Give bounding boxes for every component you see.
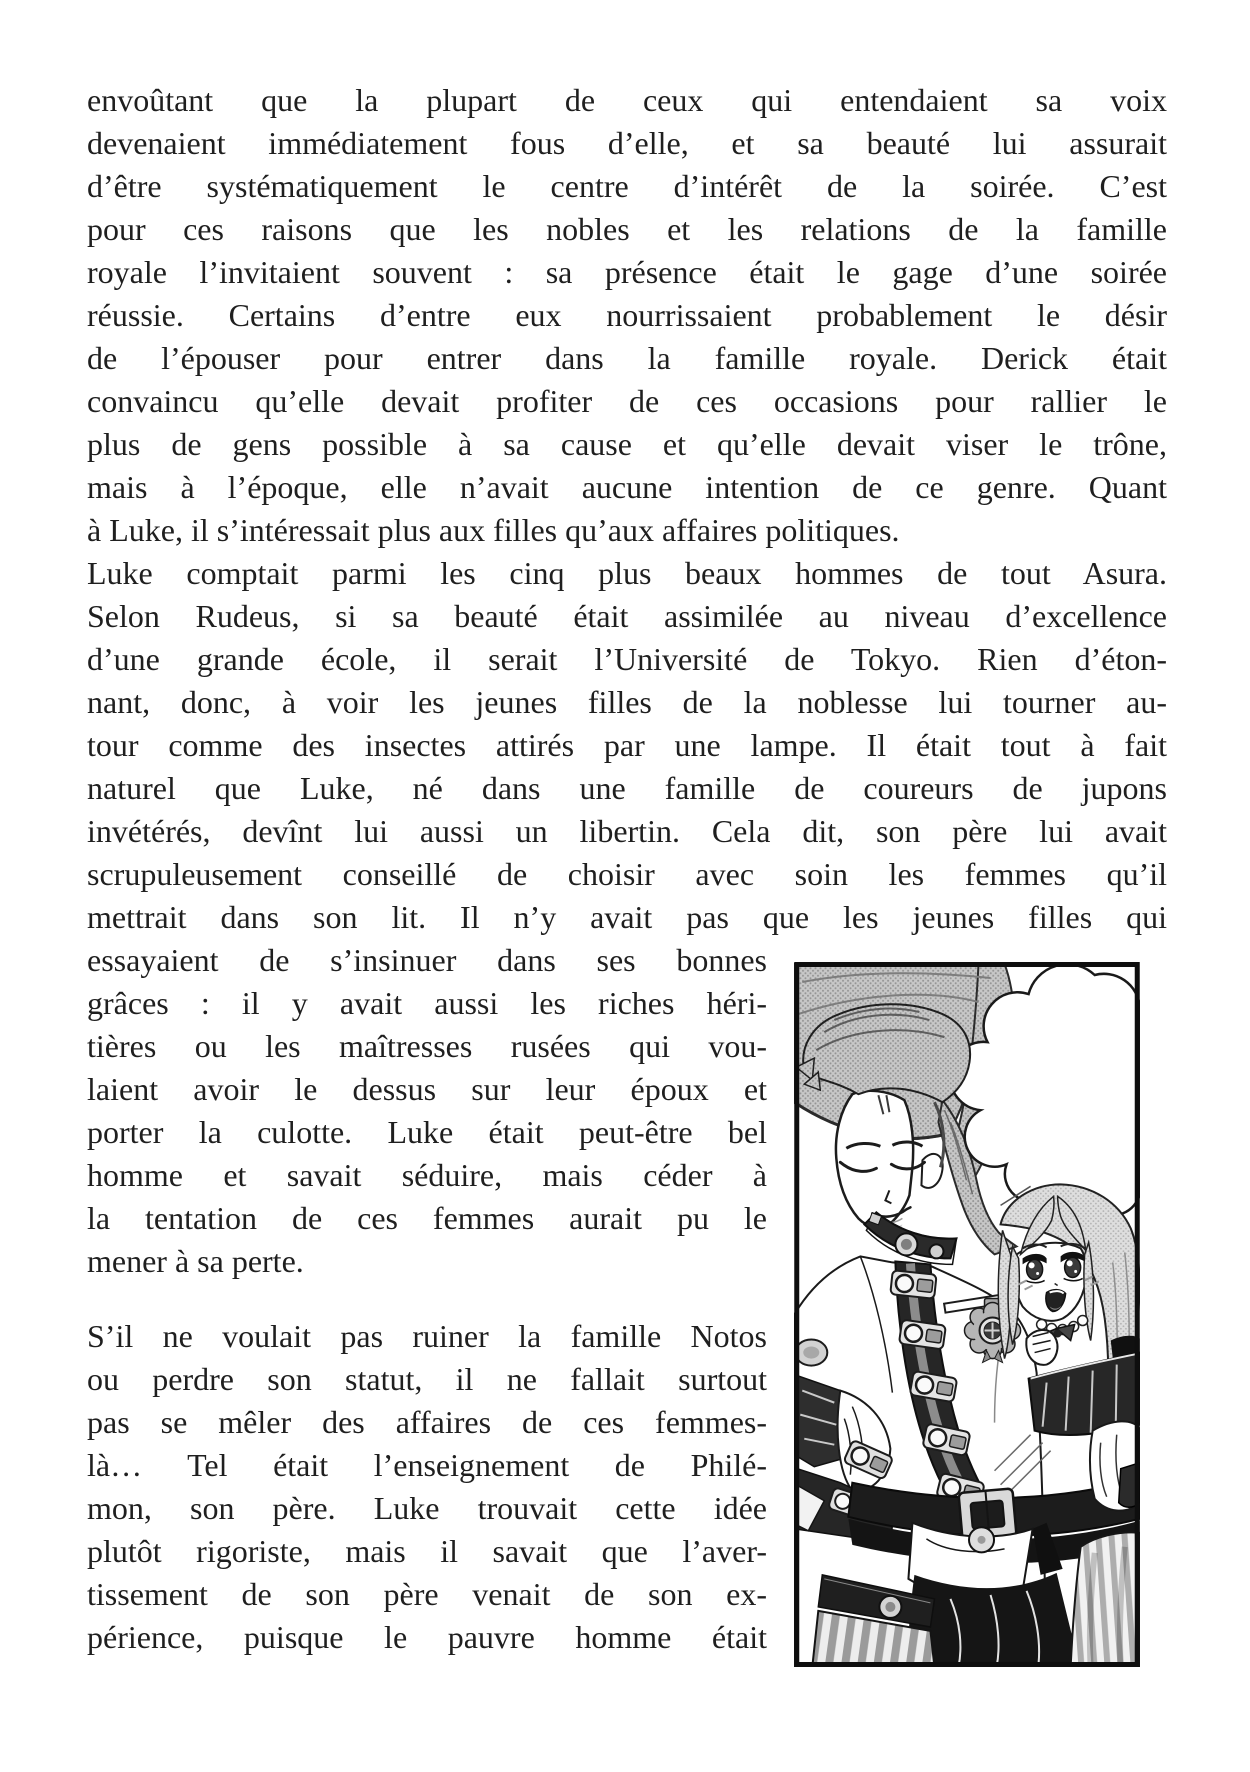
- text-line: S’il ne voulait pas ruiner la famille Notos: [87, 1318, 767, 1354]
- text-line: pour ces raisons que les nobles et les relations de la famille: [87, 211, 1167, 247]
- text-line: mon, son père. Luke trouvait cette idée: [87, 1490, 767, 1526]
- text-line: d’une grande école, il serait l’Université de Tokyo. Rien d’éton-: [87, 641, 1167, 677]
- text-line: nant, donc, à voir les jeunes filles de la noblesse lui tourner au-: [87, 684, 1167, 720]
- text-line: ou perdre son statut, il ne fallait surtout: [87, 1361, 767, 1397]
- text-line: tières ou les maîtresses rusées qui vou-: [87, 1028, 767, 1064]
- striped-skirt-right: [1071, 1532, 1140, 1667]
- paragraph-1: [87, 79, 1167, 552]
- text-line: porter la culotte. Luke était peut-être bel: [87, 1114, 767, 1150]
- text-line: scrupuleusement conseillé de choisir avec soin les femmes qu’il: [87, 856, 1167, 892]
- text-line: Selon Rudeus, si sa beauté était assimilée au niveau d’excellence: [87, 598, 1167, 634]
- text-line: plutôt rigoriste, mais il savait que l’aver-: [87, 1533, 767, 1569]
- manga-illustration: [794, 962, 1140, 1667]
- text-line: homme et savait séduire, mais céder à: [87, 1157, 767, 1193]
- text-line: mais à l’époque, elle n’avait aucune intention de ce genre. Quant: [87, 469, 1167, 505]
- text-line: convaincu qu’elle devait profiter de ces occasions pour rallier le: [87, 383, 1167, 419]
- text-line: là… Tel était l’enseignement de Philé-: [87, 1447, 767, 1483]
- girl-sleeve: [1090, 1421, 1140, 1510]
- text-line: périence, puisque le pauvre homme était: [87, 1619, 767, 1655]
- text-line: tissement de son père venait de son ex-: [87, 1576, 767, 1612]
- text-line: laient avoir le dessus sur leur époux et: [87, 1071, 767, 1107]
- girl-hand: [1026, 1330, 1057, 1365]
- text-line: Luke comptait parmi les cinq plus beaux hommes de tout Asura.: [87, 555, 1167, 591]
- text-line: plus de gens possible à sa cause et qu’elle devait viser le trône,: [87, 426, 1167, 462]
- text-line: grâces : il y avait aussi les riches héri-: [87, 985, 767, 1021]
- text-line: invétérés, devînt lui aussi un libertin. Cela dit, son père lui avait: [87, 813, 1167, 849]
- text-line: naturel que Luke, né dans une famille de coureurs de jupons: [87, 770, 1167, 806]
- collar-stud-small: [929, 1244, 943, 1258]
- manga-panel-art: [794, 962, 1140, 1667]
- text-line: réussie. Certains d’entre eux nourrissaient probablement le désir: [87, 297, 1167, 333]
- text-line: mettrait dans son lit. Il n’y avait pas que les jeunes filles qui: [87, 899, 1167, 935]
- text-line: devenaient immédiatement fous d’elle, et sa beauté lui assurait: [87, 125, 1167, 161]
- paragraph-2-wide: [87, 552, 1167, 939]
- text-line: mener à sa perte.: [87, 1243, 304, 1279]
- text-line: à Luke, il s’intéressait plus aux filles qu’aux affaires politiques.: [87, 512, 900, 548]
- text-line: tour comme des insectes attirés par une lampe. Il était tout à fait: [87, 727, 1167, 763]
- text-line: envoûtant que la plupart de ceux qui entendaient sa voix: [87, 82, 1167, 118]
- text-line: d’être systématiquement le centre d’intérêt de la soirée. C’est: [87, 168, 1167, 204]
- text-line: de l’épouser pour entrer dans la famille royale. Derick était: [87, 340, 1167, 376]
- text-line: pas se mêler des affaires de ces femmes-: [87, 1404, 767, 1440]
- text-line: essayaient de s’insinuer dans ses bonnes: [87, 942, 767, 978]
- text-line: la tentation de ces femmes aurait pu le: [87, 1200, 767, 1236]
- text-line: royale l’invitaient souvent : sa présence était le gage d’une soirée: [87, 254, 1167, 290]
